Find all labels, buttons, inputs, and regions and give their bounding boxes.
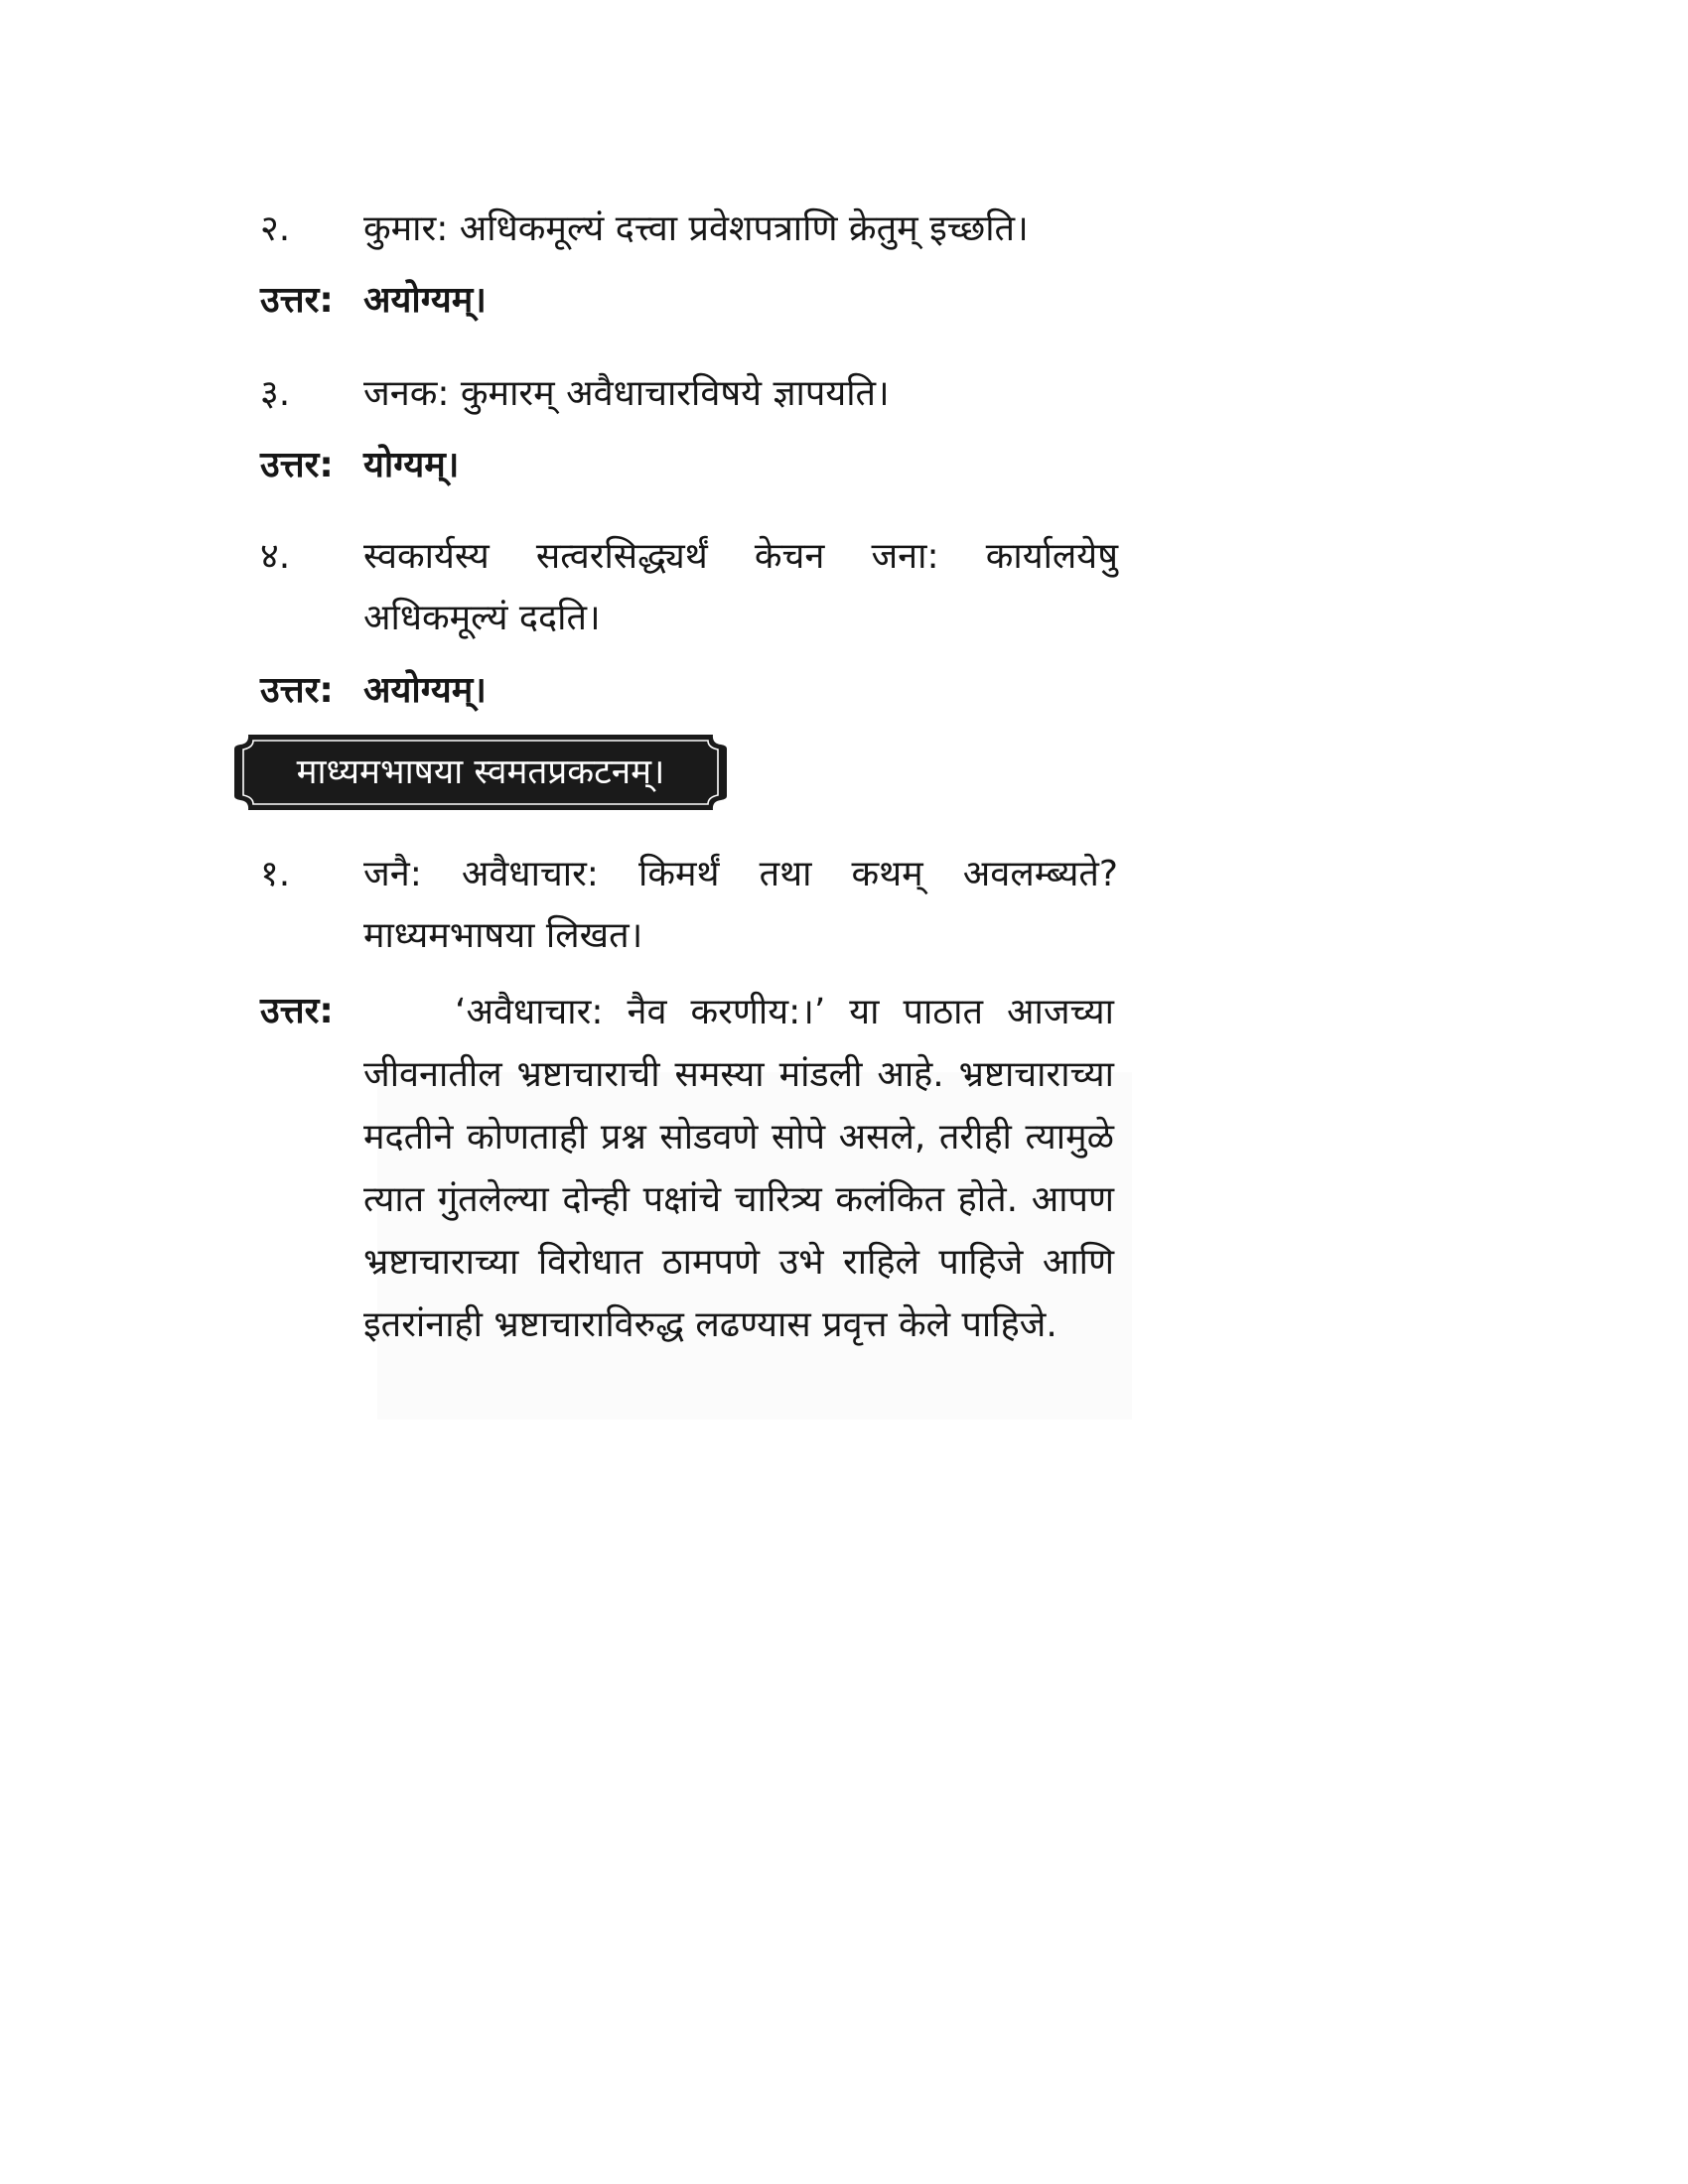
answer-value: अयोग्यम्। (363, 670, 487, 711)
section-title: माध्यमभाषया स्वमतप्रकटनम्। (296, 752, 665, 792)
answer-label: उत्तर: (260, 445, 334, 485)
item-number: १. (260, 854, 291, 894)
item-number: ४. (260, 536, 291, 577)
essay-answer (363, 981, 1114, 1356)
section-banner (234, 735, 727, 810)
item-number: २. (260, 208, 291, 249)
item-number: ३. (260, 373, 291, 414)
statement-text: कुमार: अधिकमूल्यं दत्त्वा प्रवेशपत्राणि क्रेतुम् इच्छति। (363, 208, 1029, 249)
answer-label: उत्तर: (260, 280, 334, 321)
answer-label: उत्तर: (260, 991, 334, 1031)
question-text: जनै: अवैधाचार: किमर्थं तथा कथम् अवलम्ब्यते? माध्यमभाषया लिखत। (363, 854, 1118, 956)
essay-text: ‘अवैधाचार: नैव करणीय:।’ या पाठात आजच्या जीवनातील भ्रष्टाचाराची समस्या मांडली आहे. भ्रष्टाचाराच्या मदतीने कोणताही प्रश्न सोडवणे सोपे असले, तरीही त्यामुळे त्यात गुंतलेल्या दोन्ही पक्षांचे चारित्र्य कलंकित होते. आपण भ्रष्टाचाराच्या विरोधात ठामपणे उभे राहिले पाहिजे आणि इतरांनाही भ्रष्टाचाराविरुद्ध लढण्यास प्रवृत्त केले पाहिजे. (363, 992, 1114, 1345)
answer-value: अयोग्यम्। (363, 280, 487, 321)
statement-text: जनक: कुमारम् अवैधाचारविषये ज्ञापयति। (363, 373, 890, 414)
statement-text: स्वकार्यस्य सत्वरसिद्ध्यर्थं केचन जना: कार्यालयेषु अधिकमूल्यं ददति। (363, 536, 1118, 638)
answer-value: योग्यम्। (363, 445, 460, 485)
answer-label: उत्तर: (260, 670, 334, 711)
